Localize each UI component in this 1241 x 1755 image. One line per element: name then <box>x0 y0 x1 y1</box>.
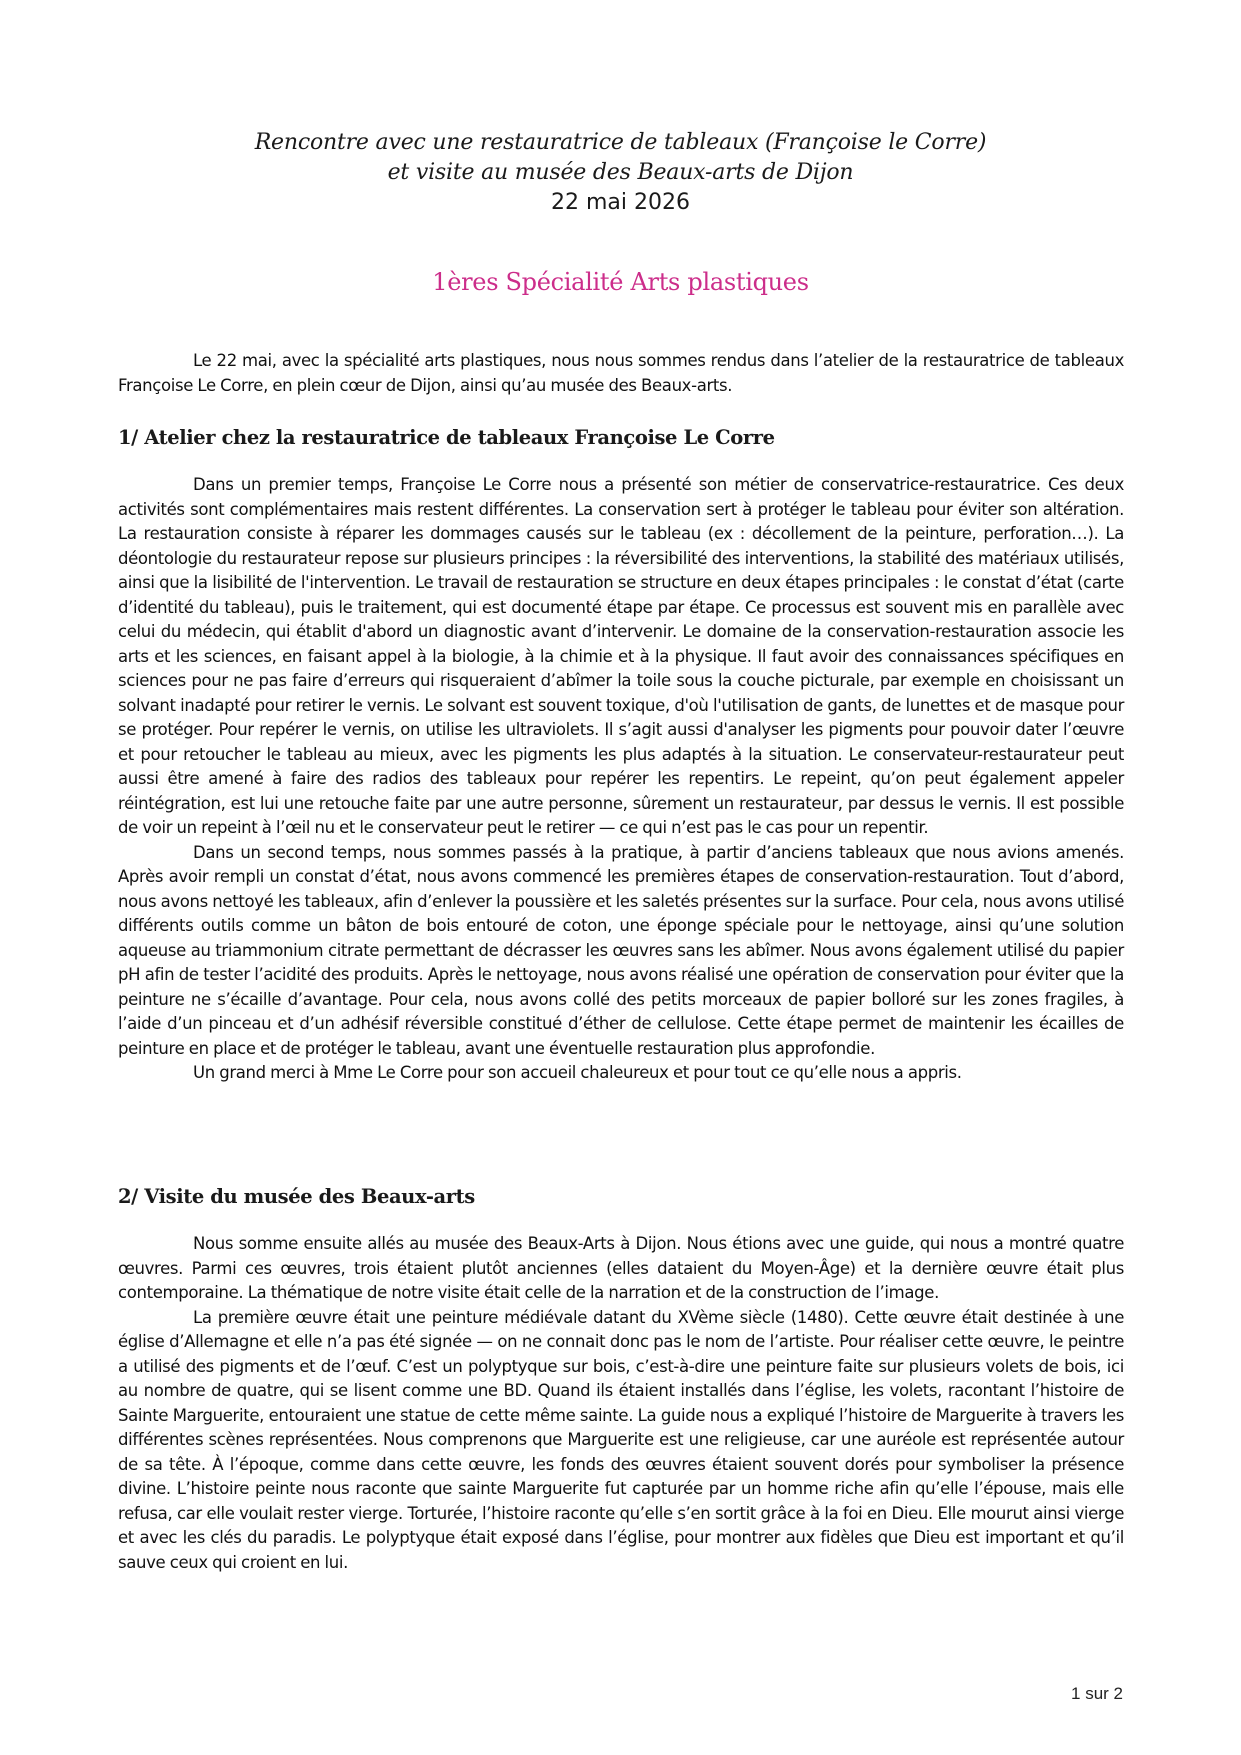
section-2-paragraph: La première œuvre était une peinture médiévale datant du XVème siècle (1480). Cette œuvre était destinée à une église d’Allemagne et elle n’a pas été signée — on ne connait donc pas le nom de l’artiste. Pour réaliser cette œuvre, le peintre a utilisé des pigments et de l’œuf. C’est un polyptyque sur bois, c’est-à-dire une peinture faite sur plusieurs volets de bois, ici au nombre de quatre, qui se lisent comme une BD. Quand ils étaient installés dans l’église, les volets, racontant l’histoire de Sainte Marguerite, entouraient une statue de cette même sainte. La guide nous a expliqué l’histoire de Marguerite à travers les différentes scènes représentées. Nous comprenons que Marguerite est une religieuse, car une auréole est représentée autour de sa tête. À l’époque, comme dans cette œuvre, les fonds des œuvres étaient souvent dorés pour symboliser la présence divine. L’histoire peinte nous raconte que sainte Marguerite fut capturée par un homme riche afin qu’elle l’épouse, mais elle refusa, car elle voulait rester vierge. Torturée, l’histoire raconte qu’elle s’en sortit grâce à la foi en Dieu. Elle mourut ainsi vierge et avec les clés du paradis. Le polyptyque était exposé dans l’église, pour montrer aux fidèles que Dieu est important et qu’il sauve ceux qui croient en lui. <box>118 1307 1124 1572</box>
document-date: 22 mai 2026 <box>551 190 690 215</box>
page-number: 1 sur 2 <box>1071 1684 1123 1703</box>
section-1-paragraph: Dans un second temps, nous sommes passés à la pratique, à partir d’anciens tableaux que nous avions amenés. Après avoir rempli un constat d’état, nous avons commencé les premières étapes de conservation-restauration. Tout d’abord, nous avons nettoyé les tableaux, afin d’enlever la poussière et les saletés présentes sur la surface. Pour cela, nous avons utilisé différents outils comme un bâton de bois entouré de coton, une éponge spéciale pour le nettoyage, ainsi qu’une solution aqueuse au triammonium citrate permettant de décrasser les œuvres sans les abîmer. Nous avons également utilisé du papier pH afin de tester l’acidité des produits. Après le nettoyage, nous avons réalisé une opération de conservation pour éviter que la peinture ne s’écaille d’avantage. Pour cela, nous avons collé des petits morceaux de papier bolloré sur les zones fragiles, à l’aide d’un pinceau et d’un adhésif réversible constitué d’éther de cellulose. Cette étape permet de maintenir les écailles de peinture en place et de protéger le tableau, avant une éventuelle restauration plus approfondie. <box>118 842 1124 1058</box>
document-subtitle: 1ères Spécialité Arts plastiques <box>432 268 809 296</box>
title-line-1: Rencontre avec une restauratrice de tableaux (Françoise le Corre) <box>254 130 987 155</box>
section-2-paragraph: Nous somme ensuite allés au musée des Beaux-Arts à Dijon. Nous étions avec une guide, qui nous a montré quatre œuvres. Parmi ces œuvres, trois étaient plutôt anciennes (elles dataient du Moyen-Âge) et la dernière œuvre était plus contemporaine. La thématique de notre visite était celle de la narration et de la construction de l’image. <box>118 1234 1124 1302</box>
section-1-body <box>118 473 1124 1086</box>
document-header <box>0 128 1241 218</box>
section-2-heading: 2/ Visite du musée des Beaux-arts <box>118 1185 475 1208</box>
intro-paragraph: Le 22 mai, avec la spécialité arts plastiques, nous nous sommes rendus dans l’atelier de la restauratrice de tableaux Françoise Le Corre, en plein cœur de Dijon, ainsi qu’au musée des Beaux-arts. <box>118 351 1124 395</box>
section-1-paragraph: Un grand merci à Mme Le Corre pour son accueil chaleureux et pour tout ce qu’elle nous a appris. <box>193 1063 962 1082</box>
title-line-2: et visite au musée des Beaux-arts de Dijon <box>387 160 854 185</box>
section-1-heading: 1/ Atelier chez la restauratrice de tableaux Françoise Le Corre <box>118 426 775 449</box>
section-2-body <box>118 1232 1124 1575</box>
section-1-paragraph: Dans un premier temps, Françoise Le Corre nous a présenté son métier de conservatrice-restauratrice. Ces deux activités sont complémentaires mais restent différentes. La conservation sert à protéger le tableau pour éviter son altération. La restauration consiste à réparer les dommages causés sur le tableau (ex : décollement de la peinture, perforation…). La déontologie du restaurateur repose sur plusieurs principes : la réversibilité des interventions, la stabilité des matériaux utilisés, ainsi que la lisibilité de l'intervention. Le travail de restauration se structure en deux étapes principales : le constat d’état (carte d’identité du tableau), puis le traitement, qui est documenté étape par étape. Ce processus est souvent mis en parallèle avec celui du médecin, qui établit d'abord un diagnostic avant d’intervenir. Le domaine de la conservation-restauration associe les arts et les sciences, en faisant appel à la biologie, à la chimie et à la physique. Il faut avoir des connaissances spécifiques en sciences pour ne pas faire d’erreurs qui risqueraient d’abîmer la toile sous la couche picturale, par exemple en choisissant un solvant inadapté pour retirer le vernis. Le solvant est souvent toxique, d'où l'utilisation de gants, de lunettes et de masque pour se protéger. Pour repérer le vernis, on utilise les ultraviolets. Il s’agit aussi d'analyser les pigments pour pouvoir dater l’œuvre et pour retoucher le tableau au mieux, avec les pigments les plus adaptés à la situation. Le conservateur-restaurateur peut aussi être amené à faire des radios des tableaux pour repérer les repentirs. Le repeint, qu’on peut également appeler réintégration, est lui une retouche faite par une autre personne, sûrement un restaurateur, par dessus le vernis. Il est possible de voir un repeint à l’œil nu et le conservateur peut le retirer — ce qui n’est pas le cas pour un repentir. <box>118 475 1124 837</box>
intro-paragraph-block <box>118 349 1124 398</box>
